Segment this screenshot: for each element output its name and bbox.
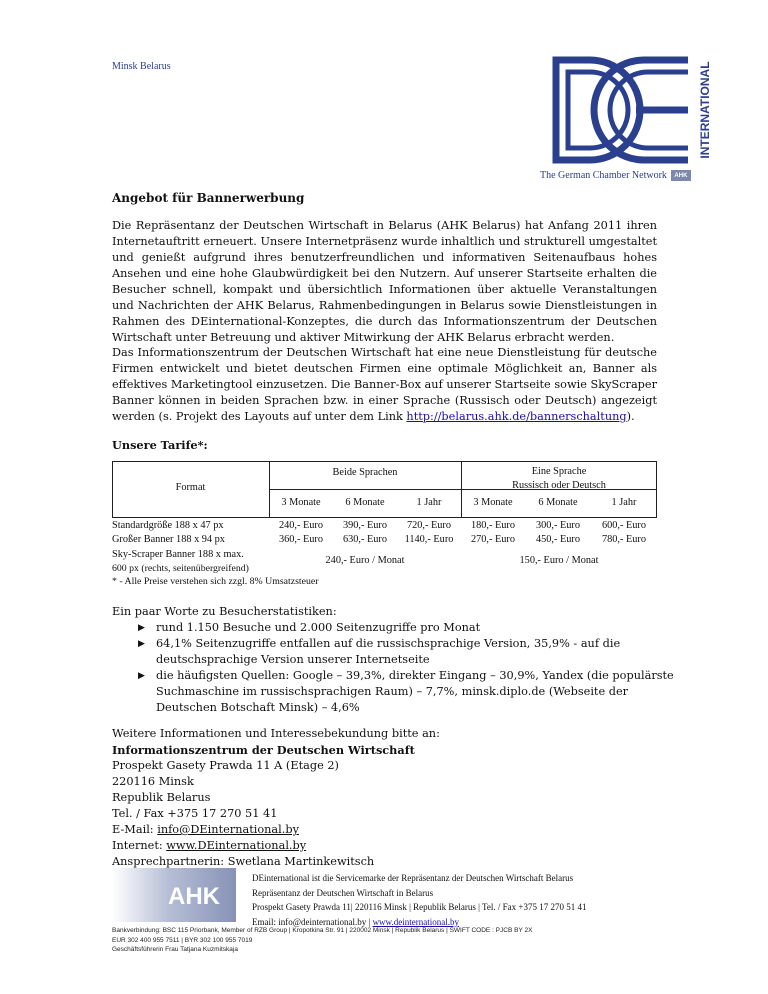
page-heading: Angebot für Bannerwerbung [112, 191, 305, 205]
skyscraper-both-price: 240,- Euro / Monat [325, 555, 405, 566]
price-table [112, 461, 657, 576]
bank-line1: Bankverbindung: BSC 115 Priorbank, Member of RZB Group | Kropotkina Str. 91 | 220002 Minsk | Republik Belarus | SWIFT CODE : PJCB BY 2X [112, 927, 533, 934]
footer-line3: Prospekt Gasety Prawda 11| 220116 Minsk | Republik Belarus | Tel. / Fax +375 17 270 51 41 [252, 902, 587, 912]
price-cell: 450,- Euro [535, 534, 581, 545]
price-cell: 390,- Euro [342, 520, 388, 531]
stat-text: die häufigsten Quellen: Google – 39,3%, direkter Eingang – 30,9%, Yandex (die populärste Suchmaschine im russischsprachigen Raum) – 7,7%, minsk.diplo.de (Webseite der Deutschen Botschaft Minsk) – 4,6% [156, 669, 674, 714]
price-cell: 630,- Euro [342, 534, 388, 545]
bank-line3: Geschäftsführerin Frau Tatjana Kuzmitskaja [112, 946, 238, 953]
period-header: 1 Jahr [416, 497, 442, 508]
contact-city: 220116 Minsk [112, 775, 194, 788]
price-cell: 1140,- Euro [404, 534, 454, 545]
contact-web-row [112, 838, 672, 854]
triangle-bullet-icon: ▶ [138, 639, 145, 649]
skyscraper-label [112, 548, 249, 576]
triangle-bullet-icon: ▶ [138, 671, 145, 681]
footer-text [252, 871, 587, 929]
contact-person: Ansprechpartnerin: Swetlana Martinkewitsch [112, 855, 375, 868]
skyscraper-label-line2: 600 px (rechts, seitenübergreifend) [112, 563, 249, 574]
row-label: Standardgröße 188 x 47 px [112, 520, 224, 531]
price-cell: 300,- Euro [535, 520, 581, 531]
list-item [112, 668, 692, 716]
period-header: 6 Monate [345, 497, 385, 508]
row-label: Großer Banner 188 x 94 px [112, 534, 225, 545]
contact-email-row [112, 822, 672, 838]
price-cell: 180,- Euro [470, 520, 516, 531]
email-label: E-Mail: [112, 823, 158, 836]
price-cell: 360,- Euro [278, 534, 324, 545]
list-item [112, 636, 692, 668]
contact-country: Republik Belarus [112, 791, 211, 804]
period-header: 1 Jahr [611, 497, 637, 508]
svg-text:AHK: AHK [168, 883, 220, 910]
skyscraper-one-price: 150,- Euro / Monat [519, 555, 599, 566]
triangle-bullet-icon: ▶ [138, 623, 145, 633]
period-header: 6 Monate [538, 497, 578, 508]
format-header: Format [175, 482, 206, 493]
contact-intro: Weitere Informationen und Interessebekundung bitte an: [112, 727, 440, 740]
one-language-line2: Russisch oder Deutsch [512, 480, 606, 491]
network-text: The German Chamber Network [540, 170, 667, 181]
both-languages-header: Beide Sprachen [332, 467, 398, 478]
stat-text: 64,1% Seitenzugriffe entfallen auf die russischsprachige Version, 35,9% - auf die deutschsprachige Version unserer Internetseite [156, 637, 621, 666]
de-international-logo [552, 54, 714, 166]
email-link[interactable]: info@DEinternational.by [157, 823, 299, 836]
price-cell: 780,- Euro [601, 534, 647, 545]
contact-phone: Tel. / Fax +375 17 270 51 41 [112, 807, 278, 820]
website-link[interactable]: www.DEinternational.by [166, 839, 307, 852]
ahk-mini-badge: AHK [671, 170, 691, 181]
banner-link[interactable]: http://belarus.ahk.de/bannerschaltung [406, 410, 627, 423]
svg-text:INTERNATIONAL: INTERNATIONAL [698, 61, 712, 159]
german-chamber-network [540, 170, 691, 181]
price-cell: 270,- Euro [470, 534, 516, 545]
footer-line2: Repräsentanz der Deutschen Wirtschaft in Belarus [252, 887, 434, 898]
stats-intro: Ein paar Worte zu Besucherstatistiken: [112, 605, 337, 618]
vat-note: * - Alle Preise verstehen sich zzgl. 8% Umsatzsteuer [112, 576, 319, 587]
web-label: Internet: [112, 839, 167, 852]
one-language-line1: Eine Sprache [531, 466, 587, 477]
tarif-heading: Unsere Tarife*: [112, 438, 208, 452]
service-paragraph [112, 345, 657, 425]
period-header: 3 Monate [473, 497, 513, 508]
contact-block [112, 726, 672, 870]
one-language-header [461, 465, 657, 493]
bank-line2: EUR 302 400 955 7511 | BYR 302 100 955 7019 [112, 936, 253, 944]
footer-line1: DEinternational ist die Servicemarke der Repräsentanz der Deutschen Wirtschaft Belarus [252, 873, 574, 883]
contact-street: Prospekt Gasety Prawda 11 A (Etage 2) [112, 759, 339, 772]
service-paragraph-end: ). [626, 410, 635, 423]
bank-details [112, 926, 532, 955]
footer-website-link[interactable]: www.deinternational.by [372, 916, 459, 927]
list-item [112, 620, 692, 636]
stats-list [112, 620, 692, 716]
location-label: Minsk Belarus [112, 61, 171, 72]
ahk-logo [112, 868, 236, 922]
footer-email: Email: info@deinternational.by | [252, 916, 373, 927]
stat-text: rund 1.150 Besuche und 2.000 Seitenzugriffe pro Monat [156, 621, 481, 634]
skyscraper-label-line1: Sky-Scraper Banner 188 x max. [112, 549, 244, 560]
period-header: 3 Monate [281, 497, 321, 508]
price-cell: 720,- Euro [406, 520, 452, 531]
price-cell: 600,- Euro [601, 520, 647, 531]
contact-org: Informationszentrum der Deutschen Wirtschaft [112, 743, 415, 757]
visitor-stats [112, 604, 692, 716]
service-paragraph-text: Das Informationszentrum der Deutschen Wirtschaft hat eine neue Dienstleistung für deutsche Firmen entwickelt und bietet deutschen Firmen eine optimale Möglichkeit an, Banner als effektives Marketingtool einzusetzen. Die Banner-Box auf unserer Startseite sowie SkyScraper Banner können in beiden Sprachen bzw. in einer Sprache (Russisch oder Deutsch) angezeigt werden (s. Projekt des Layouts auf unter dem Link [112, 346, 657, 423]
intro-paragraph: Die Repräsentanz der Deutschen Wirtschaft in Belarus (AHK Belarus) hat Anfang 2011 ihren Internetauftritt erneuert. Unsere Internetpräsenz wurde inhaltlich und strukturell umgestaltet und genießt aufgrund ihres benutzerfreundlichen und informativen Seitenaufbaus hohes Ansehen und eine hohe Glaubwürdigkeit bei den Nutzern. Auf unserer Startseite erhalten die Besucher schnell, kompakt und übersichtlich Informationen über aktuelle Veranstaltungen und Nachrichten der AHK Belarus, Rahmenbedingungen in Belarus sowie Dienstleistungen in Rahmen des DEinternational-Konzeptes, die durch das Informationszentrum der Deutschen Wirtschaft unter Betreuung und aktiver Mitwirkung der AHK Belarus erbracht werden. [112, 219, 657, 344]
price-cell: 240,- Euro [278, 520, 324, 531]
